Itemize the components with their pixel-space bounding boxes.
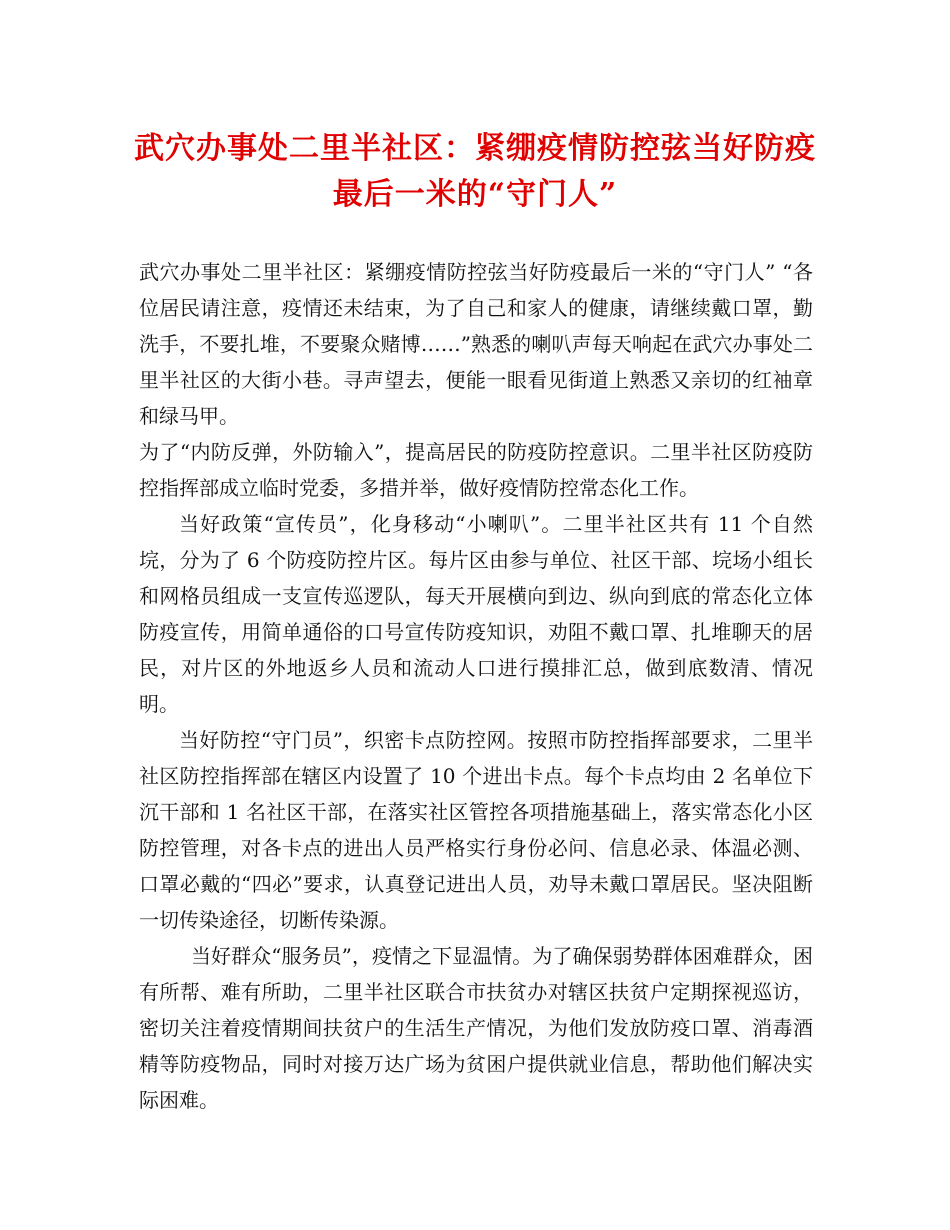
paragraph-intro: 武穴办事处二里半社区：紧绷疫情防控弦当好防疫最后一米的“守门人” “各位居民请注意，疫情还未结束，为了自己和家人的健康，请继续戴口罩，勤洗手，不要扎堆，不要聚众赌博……”熟悉的喇叭声每天响起在武穴办事处二里半社区的大街小巷。寻声望去，便能一眼看见街道上熟悉又亲切的红袖章和绿马甲。 (139, 260, 813, 428)
paragraph-publicity: 当好政策“宣传员”，化身移动“小喇叭”。二里半社区共有 11 个自然垸，分为了 6 个防疫防控片区。每片区由参与单位、社区干部、垸场小组长和网格员组成一支宣传巡逻队，每天开展横向到边、纵向到底的常态化立体防疫宣传，用简单通俗的口号宣传防疫知识，劝阻不戴口罩、扎堆聊天的居民，对片区的外地返乡人员和流动人口进行摸排汇总，做到底数清、情况明。 (139, 512, 813, 716)
page-title: 武穴办事处二里半社区：紧绷疫情防控弦当好防疫最后一米的“守门人” (134, 131, 816, 212)
paragraph-purpose: 为了“内防反弹，外防输入”，提高居民的防疫防控意识。二里半社区防疫防控指挥部成立临时党委，多措并举，做好疫情防控常态化工作。 (139, 440, 813, 500)
article-body (139, 254, 813, 1118)
paragraph-checkpoints: 当好防控“守门员”，织密卡点防控网。按照市防控指挥部要求，二里半社区防控指挥部在辖区内设置了 10 个进出卡点。每个卡点均由 2 名单位下沉干部和 1 名社区干部，在落实社区管控各项措施基础上，落实常态化小区防控管理，对各卡点的进出人员严格实行身份必问、信息必录、体温必测、口罩必戴的“四必”要求，认真登记进出人员，劝导未戴口罩居民。坚决阻断一切传染途径，切断传染源。 (139, 728, 813, 932)
paragraph-services: 当好群众“服务员”，疫情之下显温情。为了确保弱势群体困难群众，困有所帮、难有所助，二里半社区联合市扶贫办对辖区扶贫户定期探视巡访，密切关注着疫情期间扶贫户的生活生产情况，为他们发放防疫口罩、消毒酒精等防疫物品，同时对接万达广场为贫困户提供就业信息，帮助他们解决实际困难。 (139, 944, 813, 1112)
